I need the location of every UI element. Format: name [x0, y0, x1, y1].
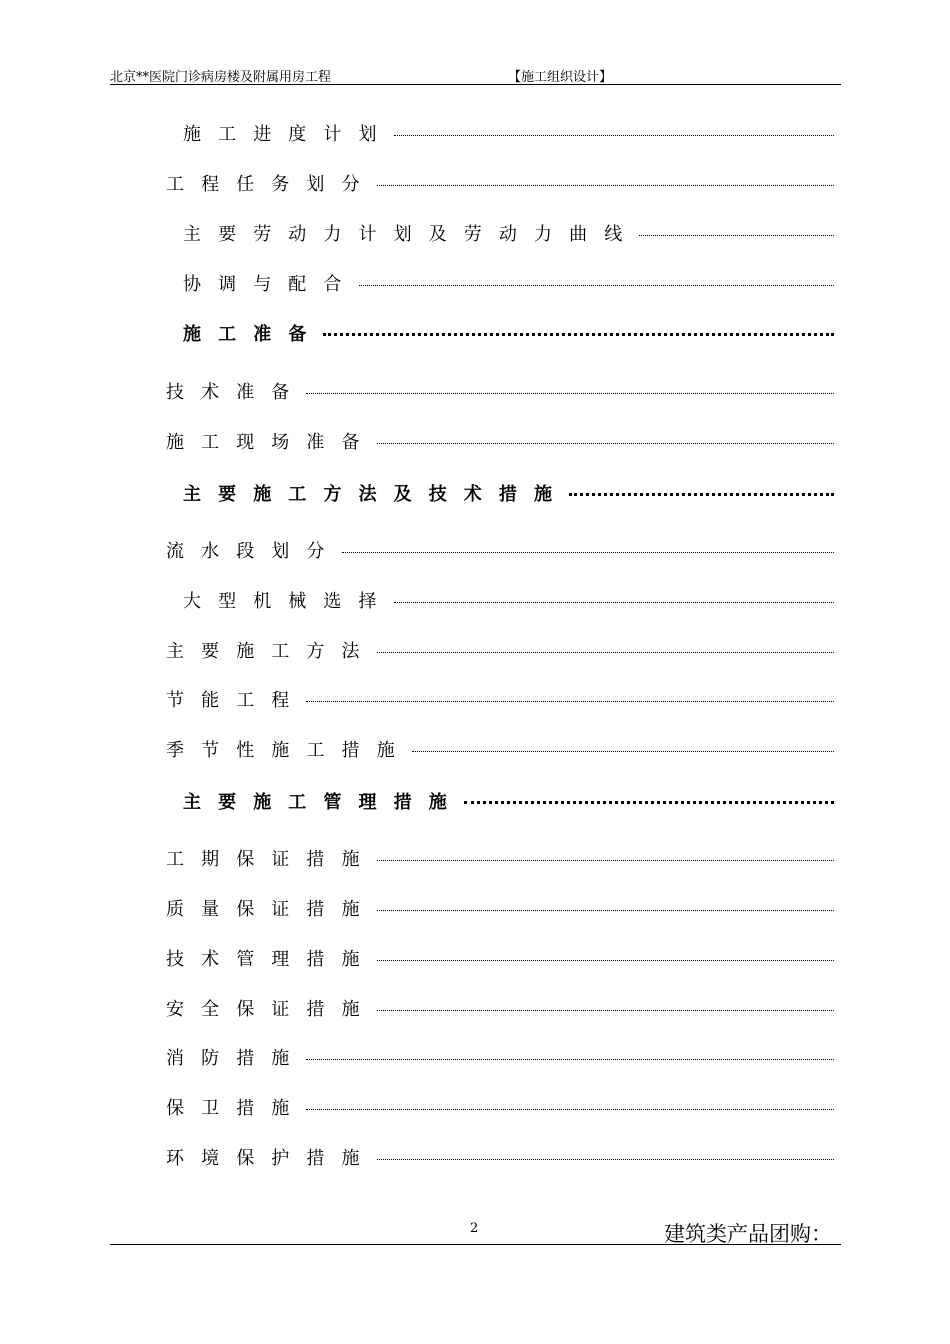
- toc-entry-title: 主要施工方法: [166, 641, 377, 662]
- toc-dot-leader: [394, 135, 834, 136]
- toc-entry[interactable]: [183, 220, 834, 246]
- toc-entry-title: 主要施工管理措施: [183, 792, 464, 813]
- toc-entry[interactable]: [166, 1144, 834, 1170]
- toc-dot-leader: [464, 801, 834, 804]
- toc-entry-title: 大型机械选择: [183, 591, 394, 612]
- toc-entry[interactable]: [166, 895, 834, 921]
- toc-dot-leader: [377, 652, 834, 653]
- toc-entry-title: 主要劳动力计划及劳动力曲线: [183, 224, 640, 245]
- toc-entry-title: 季节性施工措施: [166, 740, 412, 761]
- toc-dot-leader: [377, 185, 834, 186]
- toc-entry[interactable]: [183, 480, 834, 506]
- toc-entry-title: 工期保证措施: [166, 849, 377, 870]
- toc-entry-title: 施工进度计划: [183, 124, 394, 145]
- toc-entry[interactable]: [166, 378, 834, 404]
- toc-dot-leader: [306, 701, 834, 702]
- toc-entry-title: 流水段划分: [166, 541, 342, 562]
- toc-entry[interactable]: [166, 537, 834, 563]
- toc-dot-leader: [323, 333, 834, 336]
- header-project-title: 北京**医院门诊病房楼及附属用房工程: [110, 70, 332, 85]
- toc-entry[interactable]: [166, 736, 834, 762]
- toc-dot-leader: [306, 1109, 834, 1110]
- toc-entry[interactable]: [166, 1094, 834, 1120]
- toc-dot-leader: [377, 443, 834, 444]
- toc-entry[interactable]: [183, 320, 834, 346]
- footer-promo-text: 建筑类产品团购：: [664, 1222, 832, 1246]
- toc-entry[interactable]: [166, 945, 834, 971]
- toc-dot-leader: [569, 493, 834, 496]
- toc-dot-leader: [377, 1159, 834, 1160]
- header-document-type: 【施工组织设计】: [508, 70, 613, 85]
- toc-entry[interactable]: [183, 587, 834, 613]
- toc-entry-title: 工程任务划分: [166, 174, 377, 195]
- toc-entry-title: 技术准备: [166, 382, 307, 403]
- toc-dot-leader: [377, 860, 834, 861]
- toc-entry[interactable]: [166, 995, 834, 1021]
- toc-entry-title: 保卫措施: [166, 1098, 307, 1119]
- toc-entry-title: 施工现场准备: [166, 432, 377, 453]
- toc-dot-leader: [639, 235, 834, 236]
- toc-entry[interactable]: [183, 270, 834, 296]
- page-number: 2: [470, 1221, 479, 1236]
- toc-entry-title: 协调与配合: [183, 274, 359, 295]
- toc-entry[interactable]: [166, 637, 834, 663]
- toc-dot-leader: [306, 1059, 834, 1060]
- toc-entry-title: 环境保护措施: [166, 1148, 377, 1169]
- toc-dot-leader: [306, 393, 834, 394]
- toc-entry-title: 安全保证措施: [166, 999, 377, 1020]
- toc-entry[interactable]: [166, 1044, 834, 1070]
- toc-dot-leader: [377, 910, 834, 911]
- toc-dot-leader: [412, 751, 834, 752]
- toc-entry-title: 节能工程: [166, 690, 307, 711]
- toc-entry[interactable]: [166, 686, 834, 712]
- toc-entry[interactable]: [166, 170, 834, 196]
- toc-entry-title: 施工准备: [183, 324, 324, 345]
- toc-entry[interactable]: [183, 788, 834, 814]
- toc-dot-leader: [377, 960, 834, 961]
- toc-entry[interactable]: [166, 428, 834, 454]
- toc-dot-leader: [342, 552, 835, 553]
- toc-entry-title: 技术管理措施: [166, 949, 377, 970]
- toc-dot-leader: [359, 285, 835, 286]
- toc-entry-title: 主要施工方法及技术措施: [183, 484, 570, 505]
- toc-entry-title: 质量保证措施: [166, 899, 377, 920]
- toc-dot-leader: [377, 1010, 834, 1011]
- toc-entry-title: 消防措施: [166, 1048, 307, 1069]
- toc-entry[interactable]: [166, 845, 834, 871]
- toc-entry[interactable]: [183, 120, 834, 146]
- toc-dot-leader: [394, 602, 834, 603]
